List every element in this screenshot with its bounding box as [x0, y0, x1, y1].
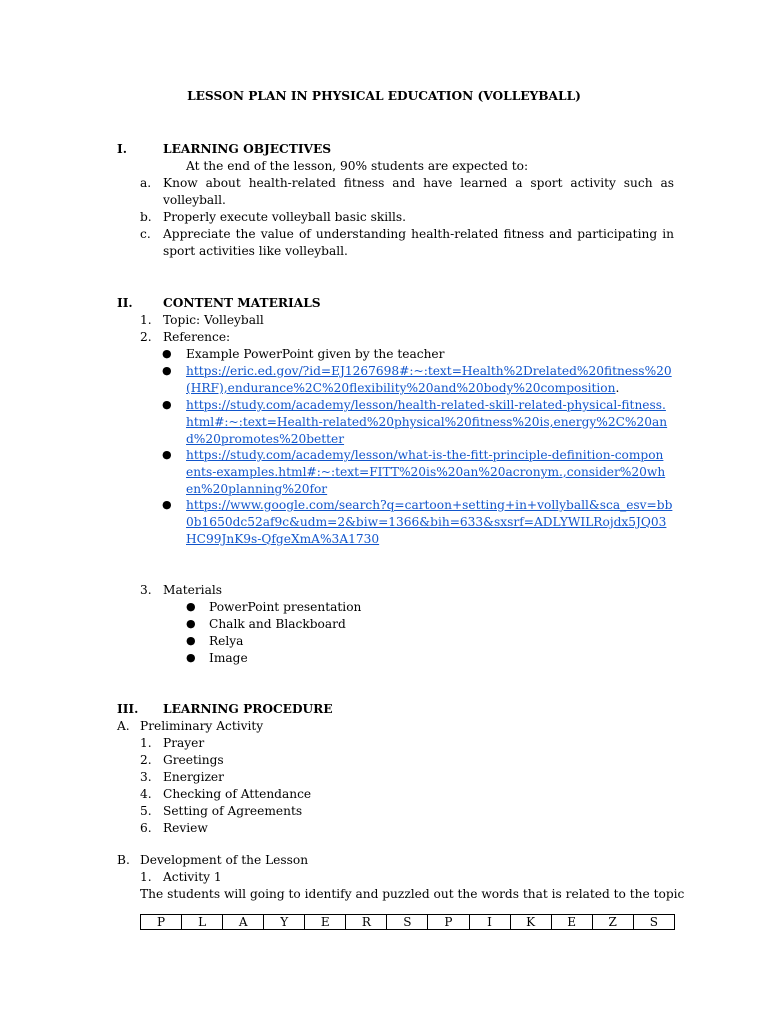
objectives-heading: LEARNING OBJECTIVES: [163, 142, 332, 156]
material-item: [0, 616, 768, 633]
preliminary-label: A.: [117, 719, 130, 733]
puzzle-cell: I: [469, 915, 510, 930]
bullet-icon: ●: [162, 498, 172, 511]
reference-item: [0, 363, 768, 397]
bullet-icon: ●: [162, 448, 172, 461]
materials-number: 3.: [140, 583, 152, 597]
item-text: Checking of Attendance: [163, 787, 312, 801]
item-number: 1.: [140, 736, 152, 750]
preliminary-item: [0, 769, 768, 786]
bullet-icon: ●: [162, 347, 172, 360]
bullet-icon: ●: [186, 600, 196, 613]
reference-item: [0, 497, 768, 547]
reference-item: [0, 346, 768, 363]
objectives-number: I.: [117, 142, 127, 156]
bullet-icon: ●: [162, 398, 172, 411]
reference-link[interactable]: https://www.google.com/search?q=cartoon+setting+in+vollyball&sca_esv=bb0b1650dc52af9c&udm=2&biw=1366&bih=633&sxsrf=ADLYWILRojdx5JQ03HC99JnK9s-QfgeXmA%3A1730: [186, 498, 673, 546]
item-number: 6.: [140, 821, 152, 835]
activity-description: The students will going to identify and puzzled out the words that is related to the topic: [140, 887, 685, 901]
preliminary-item: [0, 735, 768, 752]
materials-section: [0, 582, 768, 667]
item-number: 2.: [140, 753, 152, 767]
item-text: Prayer: [163, 736, 205, 750]
item-text: Energizer: [163, 770, 224, 784]
objectives-section: [0, 141, 768, 260]
preliminary-item: [0, 752, 768, 769]
reference-label: Reference:: [163, 330, 231, 344]
puzzle-cell: P: [141, 915, 182, 930]
objective-item: [0, 226, 768, 260]
reference-link[interactable]: https://study.com/academy/lesson/health-related-skill-related-physical-fitness.html#:~:text=Health-related%20physical%20fitness%20is,energy%2C%20and%20promotes%20better: [186, 398, 668, 446]
reference-text: Example PowerPoint given by the teacher: [186, 347, 445, 361]
puzzle-cell: S: [633, 915, 674, 930]
puzzle-cell: Y: [264, 915, 305, 930]
material-item: [0, 633, 768, 650]
development-section: [0, 852, 768, 903]
development-label: B.: [117, 853, 130, 867]
item-number: 5.: [140, 804, 152, 818]
materials-label: Materials: [163, 583, 222, 597]
objective-label: a.: [140, 176, 152, 190]
objectives-intro: At the end of the lesson, 90% students are expected to:: [186, 159, 529, 173]
bullet-icon: ●: [186, 651, 196, 664]
reference-item: [0, 397, 768, 447]
item-text: Greetings: [163, 753, 224, 767]
material-text: Image: [209, 651, 248, 665]
preliminary-item: [0, 786, 768, 803]
development-heading: Development of the Lesson: [140, 853, 309, 867]
material-text: PowerPoint presentation: [209, 600, 362, 614]
puzzle-cell: Z: [592, 915, 633, 930]
link-suffix: .: [615, 380, 620, 395]
puzzle-cell: E: [305, 915, 346, 930]
material-item: [0, 599, 768, 616]
puzzle-cell: A: [223, 915, 264, 930]
content-number: II.: [117, 296, 133, 310]
document-title: LESSON PLAN IN PHYSICAL EDUCATION (VOLLEYBALL): [187, 89, 581, 103]
procedure-number: III.: [117, 702, 139, 716]
puzzle-cell: K: [510, 915, 551, 930]
reference-number: 2.: [140, 330, 152, 344]
puzzle-cell: P: [428, 915, 469, 930]
content-heading: CONTENT MATERIALS: [163, 296, 321, 310]
activity-number: 1.: [140, 870, 152, 884]
objective-text: Know about health-related fitness and have learned a sport activity such as volleyball.: [163, 176, 674, 207]
puzzle-cell: L: [182, 915, 223, 930]
bullet-icon: ●: [186, 634, 196, 647]
objective-label: c.: [140, 227, 151, 241]
material-text: Relya: [209, 634, 244, 648]
item-text: Setting of Agreements: [163, 804, 303, 818]
reference-link[interactable]: https://study.com/academy/lesson/what-is-the-fitt-principle-definition-components-examples.html#:~:text=FITT%20is%20an%20acronym.,consider%20when%20planning%20for: [186, 448, 666, 496]
topic-text: Topic: Volleyball: [163, 313, 264, 327]
objective-item: [0, 175, 768, 209]
preliminary-item: [0, 803, 768, 820]
topic-number: 1.: [140, 313, 152, 327]
preliminary-heading: Preliminary Activity: [140, 719, 264, 733]
preliminary-item: [0, 820, 768, 837]
activity-title: Activity 1: [163, 870, 222, 884]
procedure-heading: LEARNING PROCEDURE: [163, 702, 333, 716]
table-row: [141, 915, 675, 930]
objective-text: Properly execute volleyball basic skills.: [163, 210, 407, 224]
objective-item: [0, 209, 768, 226]
objective-label: b.: [140, 210, 152, 224]
reference-link[interactable]: https://eric.ed.gov/?id=EJ1267698#:~:text=Health%2Drelated%20fitness%20(HRF),endurance%2C%20flexibility%20and%20body%20composition: [186, 364, 672, 395]
material-text: Chalk and Blackboard: [209, 617, 346, 631]
objective-text: Appreciate the value of understanding health-related fitness and participating in sport activities like volleyball.: [163, 227, 674, 258]
item-number: 4.: [140, 787, 152, 801]
item-text: Review: [163, 821, 208, 835]
puzzle-cell: S: [387, 915, 428, 930]
word-puzzle-table: [140, 914, 675, 930]
material-item: [0, 650, 768, 667]
bullet-icon: ●: [186, 617, 196, 630]
item-number: 3.: [140, 770, 152, 784]
procedure-section: [0, 701, 768, 837]
puzzle-cell: E: [551, 915, 592, 930]
bullet-icon: ●: [162, 364, 172, 377]
reference-item: [0, 447, 768, 497]
content-section: [0, 295, 768, 547]
puzzle-cell: R: [346, 915, 387, 930]
